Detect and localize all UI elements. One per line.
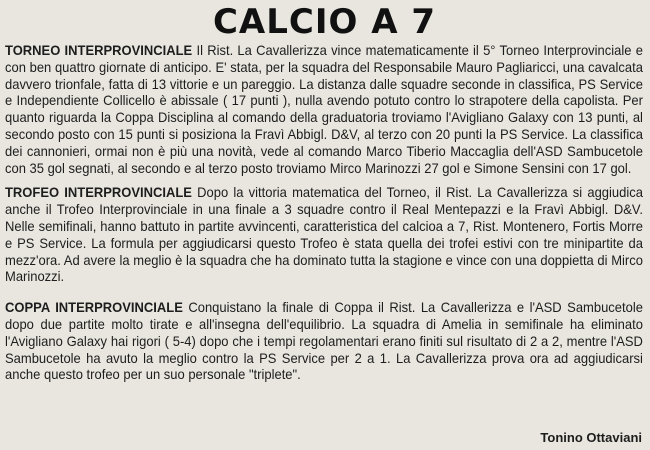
section-text: Dopo la vittoria matematica del Torneo, il Rist. La Cavallerizza si aggiudica anche il Trofeo Interprovinciale in una finale a 3 squadre contro il Real Mentepazzi e la Fravì Abbigl. D&V. Nelle semifinali, hanno battuto in partite avvincenti, caratteristica del calcioa a 7, Rist. Montenero, Fortis Morre e PS Service. La formula per aggiudicarsi questo Trofeo è stata quella dei trofei estivi con tre minipartite da mezz'ora. Ad avere la meglio è la squadra che ha dominato tutta la stagione e vince con una doppietta di Mirco Marinozzi. xyxy=(5,185,643,285)
section-heading: TORNEO INTERPROVINCIALE xyxy=(5,43,193,58)
section-trofeo xyxy=(5,185,643,286)
section-torneo xyxy=(5,43,643,177)
section-text: Conquistano la finale di Coppa il Rist. La Cavallerizza e l'ASD Sambucetole dopo due partite molto tirate e all'insegna dell'equilibrio. La squadra di Amelia in semifinale ha eliminato l'Avigliano Galaxy hai rigori ( 5-4) dopo che i tempi regolamentari erano finiti sul risultato di 2 a 2, mentre l'ASD Sambucetole ha avuto la meglio contro la PS Service per 2 a 1. La Cavallerizza prova ora ad aggiudicarsi anche questo trofeo per un suo personale "triplete". xyxy=(5,300,643,383)
article-title: CALCIO A 7 xyxy=(212,2,437,42)
section-heading: TROFEO INTERPROVINCIALE xyxy=(5,185,192,201)
section-coppa xyxy=(5,300,643,384)
section-text: Il Rist. La Cavallerizza vince matematicamente il 5° Torneo Interprovinciale e con ben quattro giornate di anticipo. E' stata, per la squadra del Responsabile Mauro Pagliaricci, una cavalcata davvero trionfale, fatta di 13 vittorie e un pareggio. La distanza dalle squadre seconde in classifica, PS Service e Independiente Collicello è abissale ( 17 punti ), nulla avendo potuto contro lo strapotere della capolista. Per quanto riguarda la Coppa Disciplina al comando della graduatoria troviamo l'Avigliano Galaxy con 13 punti, al secondo posto con 15 punti si posiziona la Fravì Abbigl. D&V, al terzo con 20 punti la PS Service. La classifica dei cannonieri, ormai non è più una novità, vede al comando Marco Tiberio Maccaglia dell'ASD Sambucetole con 35 gol segnati, al secondo e al terzo posto troviamo Mirco Marinozzi 27 gol e Simone Sensini con 17 gol. xyxy=(5,43,643,176)
section-heading: COPPA INTERPROVINCIALE xyxy=(5,300,183,316)
author-signature: Tonino Ottaviani xyxy=(540,430,642,445)
